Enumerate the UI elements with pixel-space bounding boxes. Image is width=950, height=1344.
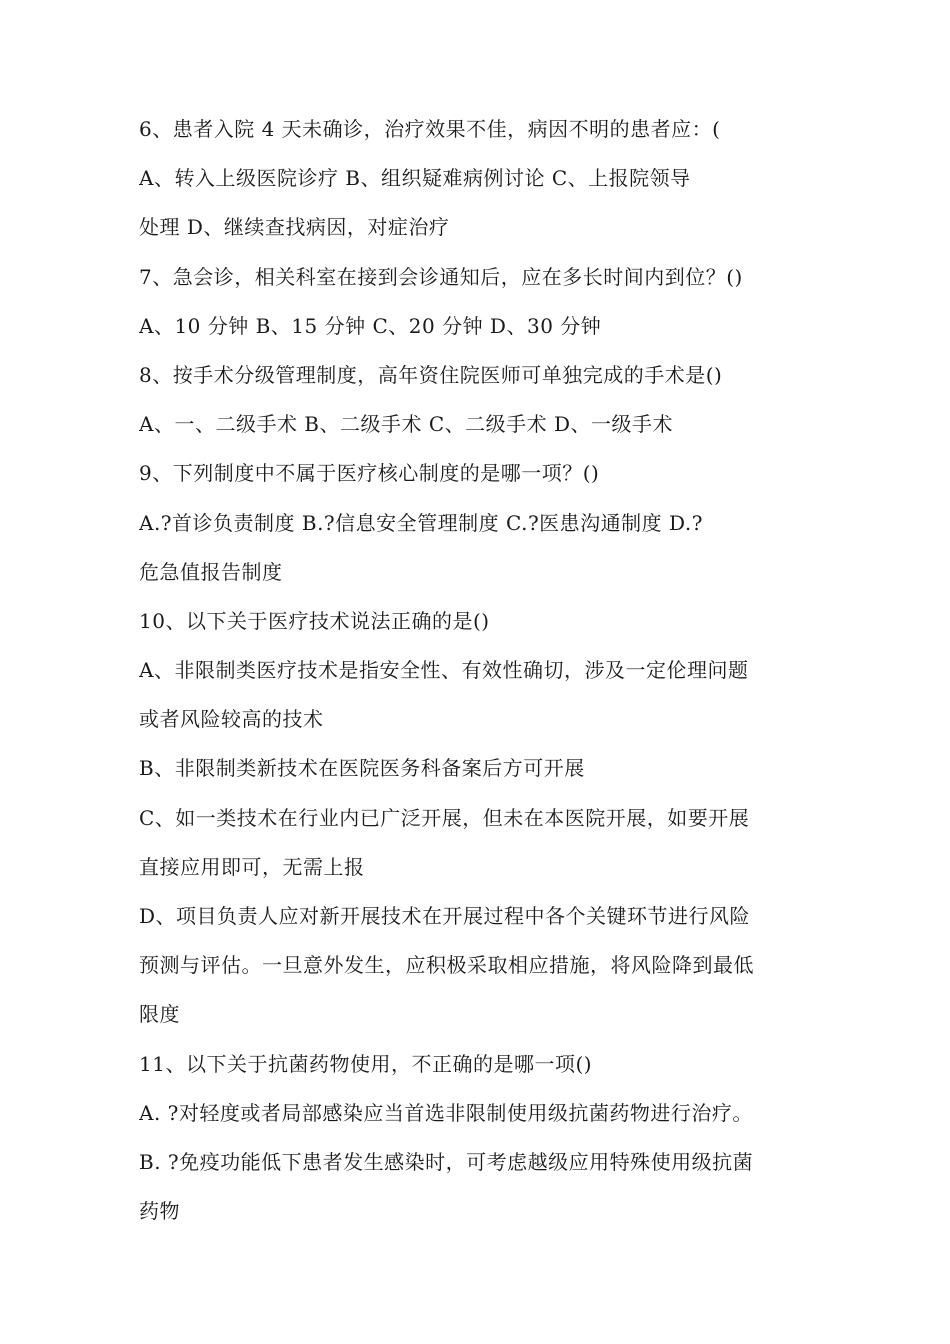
question-11-option-b: B. ?免疫功能低下患者发生感染时，可考虑越级应用特殊使用级抗菌 (139, 1149, 754, 1174)
question-10-option-a-cont: 或者风险较高的技术 (139, 707, 324, 732)
question-10-option-d-cont-2: 限度 (139, 1002, 180, 1027)
question-7-options: A、10 分钟 B、15 分钟 C、20 分钟 D、30 分钟 (139, 313, 602, 338)
question-8-options: A、一、二级手术 B、二级手术 C、二级手术 D、一级手术 (139, 412, 674, 437)
question-11-option-b-cont: 药物 (139, 1199, 180, 1224)
question-8-stem: 8、按手术分级管理制度，高年资住院医师可单独完成的手术是() (139, 362, 723, 387)
question-7-stem: 7、急会诊，相关科室在接到会诊通知后，应在多长时间内到位？() (139, 264, 743, 289)
question-11-option-a: A. ?对轻度或者局部感染应当首选非限制使用级抗菌药物进行治疗。 (139, 1100, 753, 1125)
question-9-stem: 9、下列制度中不属于医疗核心制度的是哪一项？() (139, 461, 600, 486)
question-10-option-d-cont: 预测与评估。一旦意外发生，应积极采取相应措施，将风险降到最低 (139, 953, 754, 978)
question-11-stem: 11、以下关于抗菌药物使用，不正确的是哪一项() (139, 1051, 593, 1076)
question-6-options-cont: 处理 D、继续查找病因，对症治疗 (139, 215, 450, 240)
question-9-options-cont: 危急值报告制度 (139, 559, 283, 584)
question-10-option-a: A、非限制类医疗技术是指安全性、有效性确切，涉及一定伦理问题 (139, 658, 749, 683)
question-6-stem: 6、患者入院 4 天未确诊，治疗效果不佳，病因不明的患者应：( (139, 117, 721, 141)
question-6-options: A、转入上级医院诊疗 B、组织疑难病例讨论 C、上报院领导 (139, 166, 691, 191)
question-10-option-b: B、非限制类新技术在医院医务科备案后方可开展 (139, 756, 585, 781)
question-10-option-c-cont: 直接应用即可，无需上报 (139, 854, 365, 879)
question-10-option-d: D、项目负责人应对新开展技术在开展过程中各个关键环节进行风险 (139, 904, 751, 928)
question-10-option-c: C、如一类技术在行业内已广泛开展，但未在本医院开展，如要开展 (139, 805, 750, 830)
document-body (139, 105, 829, 1236)
question-9-options: A.?首诊负责制度 B.?信息安全管理制度 C.?医患沟通制度 D.? (139, 510, 703, 535)
question-10-stem: 10、以下关于医疗技术说法正确的是() (139, 608, 490, 633)
